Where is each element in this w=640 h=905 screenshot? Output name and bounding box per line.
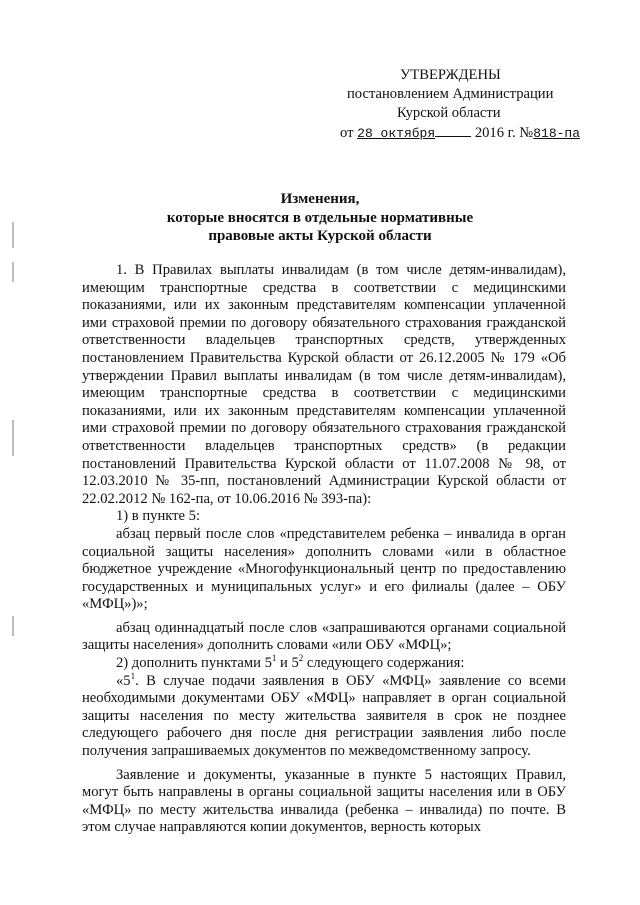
- paragraph-item-1: 1) в пункте 5:: [116, 508, 201, 525]
- title-line-2: которые вносятся в отдельные нормативные: [166, 209, 474, 226]
- date-blank-line: [435, 124, 471, 137]
- paragraph-main: 1. В Правилах выплаты инвалидам (в том числе детям-инвалидам), имеющим транспортные средства в соответствии с медицинскими показаниями, или их законным представителям компенсации уплаченной ими страховой премии по договору обязательного страхования гражданской ответственности владельцев транспортных средств, утвержденных постановлением Правительства Курской области от 26.12.2005 № 179 «Об утверждении Правил выплаты инвалидам (в том числе детям-инвалидам), имеющим транспортные средства в соответствии с медицинскими показаниями, или их законным представителям компенсации уплаченной ими страховой премии по договору обязательного страхования гражданской ответственности владельцев транспортных средств» (в редакции постановлений Правительства Курской области от 11.07.2008 № 98, от 12.03.2010 № 35-пп, постановлений Администрации Курской области от 22.02.2012 № 162-па, от 10.06.2016 № 393-па):: [82, 262, 566, 507]
- paragraph-point-5-1: [82, 670, 566, 761]
- date-day-handwritten: 28 октября: [357, 125, 436, 141]
- point-5-1-prefix: «5: [116, 672, 131, 689]
- item-2-sup-1: 1: [271, 653, 277, 664]
- title-line-1: Изменения,: [280, 191, 360, 207]
- paragraph-abzac-eleventh: абзац одиннадцатый после слов «запрашиваются органами социальной защиты населения» дополнить словами «или ОБУ «МФЦ»;: [82, 619, 566, 654]
- scan-mark: [12, 420, 14, 456]
- date-prefix: от: [340, 124, 354, 141]
- document-title: [0, 190, 640, 246]
- doc-number-handwritten: 818-па: [533, 125, 581, 141]
- approval-date-line: [340, 124, 590, 143]
- scan-mark: [12, 262, 14, 282]
- scan-mark: [12, 616, 14, 636]
- scan-margin-marks: [8, 0, 22, 905]
- approval-title: УТВЕРЖДЕНЫ: [400, 67, 501, 83]
- item-2-tail: следующего содержания:: [303, 655, 465, 672]
- paragraph-abzac-first: абзац первый после слов «представителем ребенка – инвалида в орган социальной защиты населения» дополнить словами «или в областное бюджетное учреждение «Многофункциональный центр по предоставлению государственных и муниципальных услуг» и его филиалы (далее – ОБУ «МФЦ»)»;: [82, 525, 566, 613]
- point-5-1-sup: 1: [130, 670, 136, 681]
- paragraph-applications: Заявление и документы, указанные в пункте 5 настоящих Правил, могут быть направлены в органы социальной защиты населения или в ОБУ «МФЦ» по месту жительства инвалида (ребенка – инвалида) по почте. В этом случае направляются копии документов, верность которых: [82, 766, 566, 836]
- date-year: 2016 г. №: [474, 124, 534, 141]
- paragraph-item-2: [82, 655, 566, 673]
- title-line-3: правовые акты Курской области: [208, 228, 432, 244]
- item-2-mid: и 5: [276, 655, 299, 672]
- document-body: [82, 262, 566, 837]
- item-2-text: 2) дополнить пунктами 5: [116, 655, 272, 672]
- approval-stamp-block: [340, 66, 590, 143]
- point-5-1-text: . В случае подачи заявления в ОБУ «МФЦ» заявление со всеми необходимыми документами ОБУ «МФЦ» направляет в орган социальной защиты населения по месту жительства заявителя в срок не позднее следующего рабочего дня после дня регистрации заявления либо после получения запрашиваемых документов по межведомственному запросу.: [82, 672, 566, 760]
- approval-by: постановлением Администрации: [347, 86, 554, 103]
- approval-region: Курской области: [397, 105, 501, 122]
- item-2-sup-2: 2: [298, 653, 304, 664]
